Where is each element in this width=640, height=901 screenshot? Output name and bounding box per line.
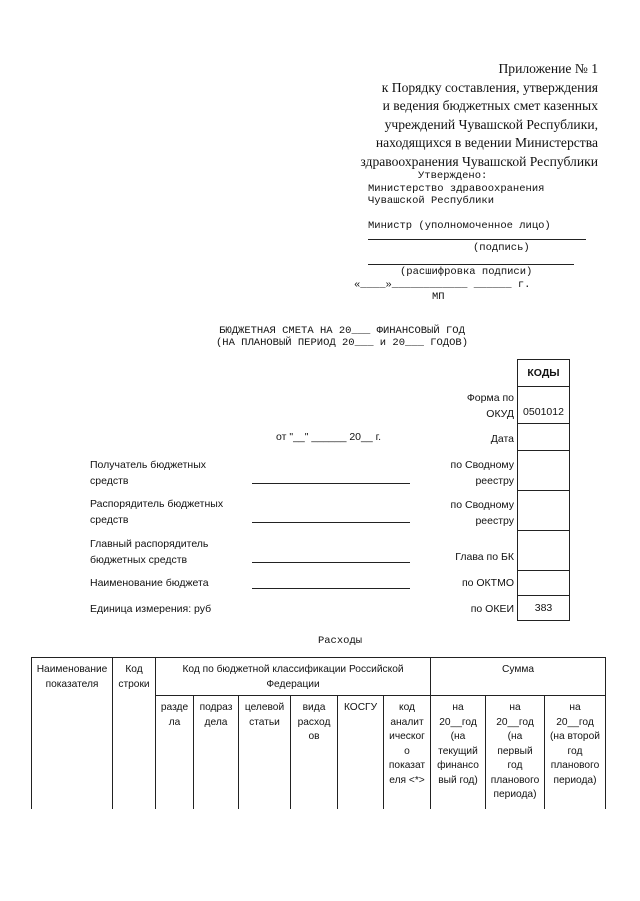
recipient-line xyxy=(252,483,410,484)
sub-text: КОСГУ xyxy=(343,702,378,713)
stamp-label: МП xyxy=(432,291,445,303)
minister-label: Министр (уполномоченное лицо) xyxy=(368,220,551,232)
sub-year2 xyxy=(485,695,545,809)
sub-text: расход xyxy=(297,716,331,728)
recipient-label xyxy=(90,457,206,489)
sub-text: текущий xyxy=(438,745,478,757)
col-sum-header xyxy=(430,657,606,696)
oktmo-value xyxy=(517,570,570,596)
date-label: Дата xyxy=(490,433,514,445)
decoding-caption: (расшифровка подписи) xyxy=(400,266,533,278)
okei-label: по ОКЕИ xyxy=(470,603,514,615)
manager-line1: Распорядитель бюджетных xyxy=(90,498,224,510)
sub-text: 20__год xyxy=(496,716,534,728)
sub-text: подраз xyxy=(199,702,233,713)
sub-text: целевой xyxy=(244,702,285,713)
appendix-line: и ведения бюджетных смет казенных xyxy=(382,98,598,113)
sub-text: дела xyxy=(204,716,228,728)
sub-podrazdel xyxy=(193,695,239,809)
svodny1-line1: по Сводному xyxy=(450,459,514,471)
date-value xyxy=(517,423,570,451)
sub-text: финансо xyxy=(437,760,479,771)
sub-text: вида xyxy=(302,702,326,713)
form-okud-line2: ОКУД xyxy=(486,408,514,420)
sub-text: на xyxy=(509,702,521,713)
okud-value: 0501012 xyxy=(517,386,570,424)
col-sum-text: Сумма xyxy=(501,664,534,675)
signature-caption: (подпись) xyxy=(473,242,530,254)
unit-label: Единица измерения: руб xyxy=(90,603,212,615)
appendix-line: здравоохранения Чувашской Республики xyxy=(360,153,598,169)
approval-date: «____»____________ ______ г. xyxy=(354,279,531,291)
estimate-title: БЮДЖЕТНАЯ СМЕТА НА 20___ ФИНАНСОВЫЙ ГОД xyxy=(219,325,465,337)
sub-text: (на xyxy=(507,731,523,742)
recipient-line1: Получатель бюджетных xyxy=(90,459,207,471)
sub-text: (на xyxy=(450,731,466,742)
appendix-line: находящихся в ведении Министерства xyxy=(375,135,598,150)
date-from: от "__" ______ 20__ г. xyxy=(276,431,382,443)
sub-analytic xyxy=(383,695,431,809)
sub-text: аналит xyxy=(390,716,424,728)
svodny1-value xyxy=(517,450,570,491)
expenses-title: Расходы xyxy=(317,635,363,647)
glava-label: Глава по БК xyxy=(455,551,514,563)
col-name-text: показателя xyxy=(45,678,99,690)
sub-text: показат xyxy=(388,760,426,771)
sub-text: год xyxy=(507,760,523,771)
col-bk-text: Код по бюджетной классификации Российской xyxy=(182,664,404,675)
estimate-subtitle: (НА ПЛАНОВЫЙ ПЕРИОД 20___ и 20___ ГОДОВ) xyxy=(215,337,469,349)
col-bk-text: Федерации xyxy=(266,678,320,690)
sub-text: на xyxy=(452,702,464,713)
sub-text: планового xyxy=(550,760,600,771)
sub-text: (на второй xyxy=(550,731,600,742)
sub-text: периода) xyxy=(553,774,597,786)
manager-line2: средств xyxy=(90,514,129,526)
sub-year1 xyxy=(430,695,486,809)
sub-text: на xyxy=(569,702,581,713)
col-code-text: Код xyxy=(125,664,143,675)
ministry-line1: Министерство здравоохранения xyxy=(368,183,545,195)
manager-label xyxy=(90,496,223,528)
sub-text: еля <*> xyxy=(389,774,425,786)
budget-name-line xyxy=(252,588,410,589)
sub-text: 20__год xyxy=(439,716,477,728)
chief-line xyxy=(252,562,410,563)
form-okud-label xyxy=(467,390,514,422)
col-bk-header xyxy=(155,657,431,696)
sub-text: ическог xyxy=(389,731,425,742)
sub-text: код xyxy=(399,702,415,713)
sub-kosgu xyxy=(337,695,384,809)
chief-line1: Главный распорядитель xyxy=(90,538,209,550)
glava-value xyxy=(517,530,570,571)
manager-line xyxy=(252,522,410,523)
appendix-header xyxy=(360,60,598,171)
sub-razdel xyxy=(155,695,194,809)
chief-line2: бюджетных средств xyxy=(90,554,188,566)
recipient-line2: средств xyxy=(90,475,129,487)
col-name-header xyxy=(31,657,113,809)
signature-line xyxy=(368,239,586,240)
svodny2-line2: реестру xyxy=(475,515,514,527)
sub-year3 xyxy=(544,695,606,809)
sub-text: периода) xyxy=(493,789,537,800)
col-name-text: Наименование xyxy=(36,664,108,675)
col-code-header xyxy=(112,657,156,809)
chief-label xyxy=(90,536,208,568)
approved-label: Утверждено: xyxy=(418,170,488,182)
appendix-line: Приложение № 1 xyxy=(498,61,598,76)
col-code-text: строки xyxy=(118,678,150,690)
oktmo-label: по ОКТМО xyxy=(461,577,514,589)
appendix-line: к Порядку составления, утверждения xyxy=(381,79,598,95)
sub-text: статьи xyxy=(249,716,280,728)
sub-text: год xyxy=(567,745,583,757)
svodny2-label xyxy=(451,497,514,529)
sub-text: планового xyxy=(490,774,540,786)
decoding-line xyxy=(368,264,574,265)
sub-text: ов xyxy=(308,731,320,742)
sub-text: 20__год xyxy=(556,716,594,728)
sub-text: ла xyxy=(168,716,181,728)
sub-target xyxy=(238,695,291,809)
ministry-line2: Чувашской Республики xyxy=(368,195,495,207)
svodny2-value xyxy=(517,490,570,531)
sub-text: разде xyxy=(160,702,189,713)
sub-type xyxy=(290,695,338,809)
svodny1-line2: реестру xyxy=(475,475,514,487)
okei-value: 383 xyxy=(517,595,570,621)
sub-text: вый год) xyxy=(438,774,478,786)
form-okud-line1: Форма по xyxy=(466,392,514,404)
svodny2-line1: по Сводному xyxy=(450,499,514,511)
codes-header: КОДЫ xyxy=(517,359,570,387)
svodny1-label xyxy=(451,457,514,489)
sub-text: о xyxy=(404,745,410,757)
appendix-line: учреждений Чувашской Республики, xyxy=(384,116,598,132)
budget-name-label: Наименование бюджета xyxy=(90,577,209,589)
sub-text: первый xyxy=(497,745,533,757)
